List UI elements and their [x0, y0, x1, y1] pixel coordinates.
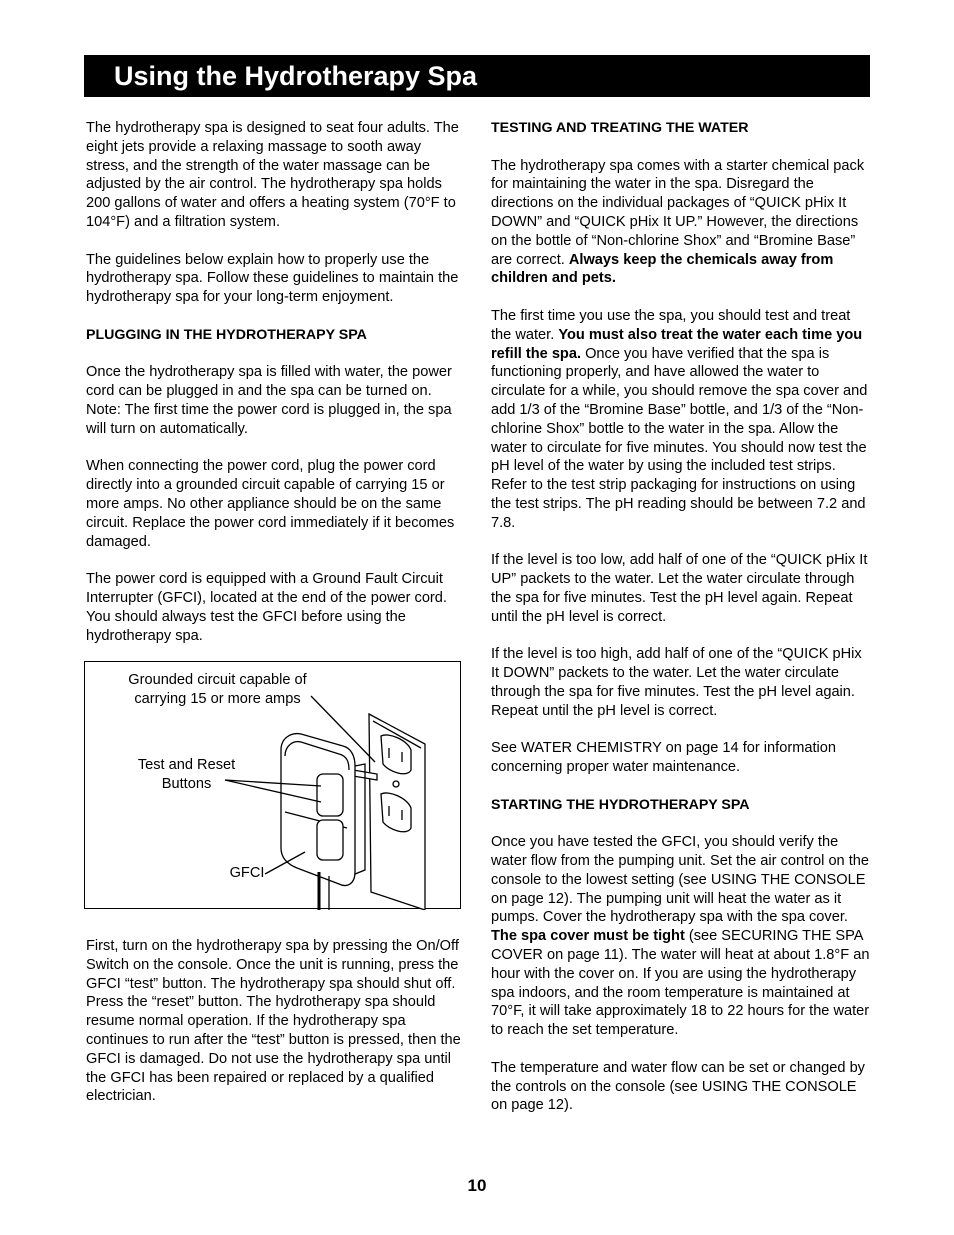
starting-paragraph-1	[491, 833, 871, 1040]
testing-paragraph-2	[491, 307, 871, 533]
circuit-label-line-1: Grounded circuit capable of	[128, 672, 307, 688]
starting-heading: STARTING THE HYDROTHERAPY SPA	[491, 796, 750, 813]
testing-paragraph-2-text-a: The first time you use the spa, you should test and treat the water.	[491, 307, 851, 343]
testing-heading: TESTING AND TREATING THE WATER	[491, 120, 749, 136]
gfci-illustration	[85, 662, 462, 910]
intro-paragraph-2: The guidelines below explain how to properly use the hydrotherapy spa. Follow these guidelines to maintain the hydrotherapy spa for your long-term enjoyment.	[86, 251, 459, 306]
testing-paragraph-4: If the level is too high, add half of one of the “QUICK pHix It DOWN” packets to the water. Let the water circulate through the spa for five minutes. Test the pH level again. Repeat until the pH level is correct.	[491, 646, 862, 719]
intro-paragraph-1: The hydrotherapy spa is designed to seat four adults. The eight jets provide a relaxing massage to sooth away stress, and the strength of the water massage can be adjusted by the air control. The hydrotherapy spa holds 200 gallons of water and offers a heating system (70°F to 104°F) and a filtration system.	[86, 120, 459, 230]
gfci-reset-button	[317, 820, 343, 860]
starting-paragraph-1-text-a: Once you have tested the GFCI, you should verify the water flow from the pumping unit. Set the air control on the console to the lowest setting (see USING THE CONSOLE on page 12). The pumping unit will heat the water as it pumps. Cover the hydrotherapy spa with the spa cover.	[491, 834, 870, 926]
starting-paragraph-1-bold: The spa cover must be tight	[491, 928, 685, 945]
page-title-bar	[84, 55, 870, 97]
testing-paragraph-2-bold: You must also treat the water each time you refill the spa.	[491, 326, 863, 362]
testing-paragraph-5: See WATER CHEMISTRY on page 14 for information concerning proper water maintenance.	[491, 740, 836, 776]
left-column	[86, 119, 468, 664]
starting-paragraph-2: The temperature and water flow can be set or changed by the controls on the console (see USING THE CONSOLE on page 12).	[491, 1059, 865, 1114]
buttons-label-line-2: Buttons	[161, 776, 212, 792]
gfci-test-section	[86, 937, 468, 1106]
plugging-paragraph-1: Once the hydrotherapy spa is filled with water, the power cord can be plugged in and the spa can be turned on. Note: The first time the power cord is plugged in, the spa will turn on automatically.	[86, 364, 452, 437]
testing-paragraph-1	[491, 157, 871, 289]
gfci-label: GFCI	[229, 865, 265, 881]
gfci-test-button	[317, 774, 343, 816]
plugging-paragraph-2: When connecting the power cord, plug the power cord directly into a grounded circuit capable of carrying 15 or more amps. No other appliance should be on the same circuit. Replace the power cord immediately if it becomes damaged.	[86, 458, 455, 550]
starting-paragraph-1-text-b: (see SECURING THE SPA COVER on page 11). The water will heat at about 1.8°F an hour with the cover on. If you are using the hydrotherapy spa indoors, and the room temperature is maintained at 70°F, it will take approximately 18 to 22 hours for the water to reach the set temperature.	[491, 928, 870, 1039]
page-title: Using the Hydrotherapy Spa	[114, 61, 478, 91]
plugging-heading: PLUGGING IN THE HYDROTHERAPY SPA	[86, 326, 367, 343]
testing-paragraph-1-text: The hydrotherapy spa comes with a starter chemical pack for maintaining the water in the spa. Disregard the directions on the individual packages of “QUICK pHix It DOWN” and “QUICK pHix It UP.” However, the directions on the bottle of “Non-chlorine Shox” and “Bromine Base” are correct.	[491, 157, 865, 268]
buttons-label-line-1: Test and Reset	[137, 757, 236, 773]
gfci-figure	[84, 661, 461, 909]
testing-paragraph-3: If the level is too low, add half of one of the “QUICK pHix It UP” packets to the water. Let the water circulate through the spa for five minutes. Test the pH level again. Repeat until the pH level is correct.	[491, 552, 868, 625]
right-column	[491, 119, 871, 1134]
circuit-label-line-2: carrying 15 or more amps	[134, 691, 301, 707]
page-number: 10	[467, 1176, 487, 1195]
gfci-test-paragraph: First, turn on the hydrotherapy spa by pressing the On/Off Switch on the console. Once the unit is running, press the GFCI “test” button. The hydrotherapy spa should shut off. Press the “reset” button. The hydrotherapy spa should resume normal operation. If the hydrotherapy spa continues to run after the “test” button is pressed, then the GFCI is damaged. Do not use the hydrotherapy spa until the GFCI has been repaired or replaced by a qualified electrician.	[86, 938, 461, 1105]
testing-paragraph-2-text-b: Once you have verified that the spa is functioning properly, and have allowed the water to circulate for a while, you should remove the spa cover and add 1/3 of the “Bromine Base” bottle, and 1/3 of the “Non-chlorine Shox” bottle to the water in the spa. Allow the water to circulate for five minutes. You should now test the pH level of the water by using the included test strips. Refer to the test strip packaging for instructions on using the test strips. The pH reading should be between 7.2 and 7.8.	[491, 345, 868, 531]
testing-paragraph-1-bold: Always keep the chemicals away from children and pets.	[491, 251, 834, 287]
plugging-paragraph-3: The power cord is equipped with a Ground Fault Circuit Interrupter (GFCI), located at the end of the power cord. You should always test the GFCI before using the hydrotherapy spa.	[86, 571, 447, 644]
